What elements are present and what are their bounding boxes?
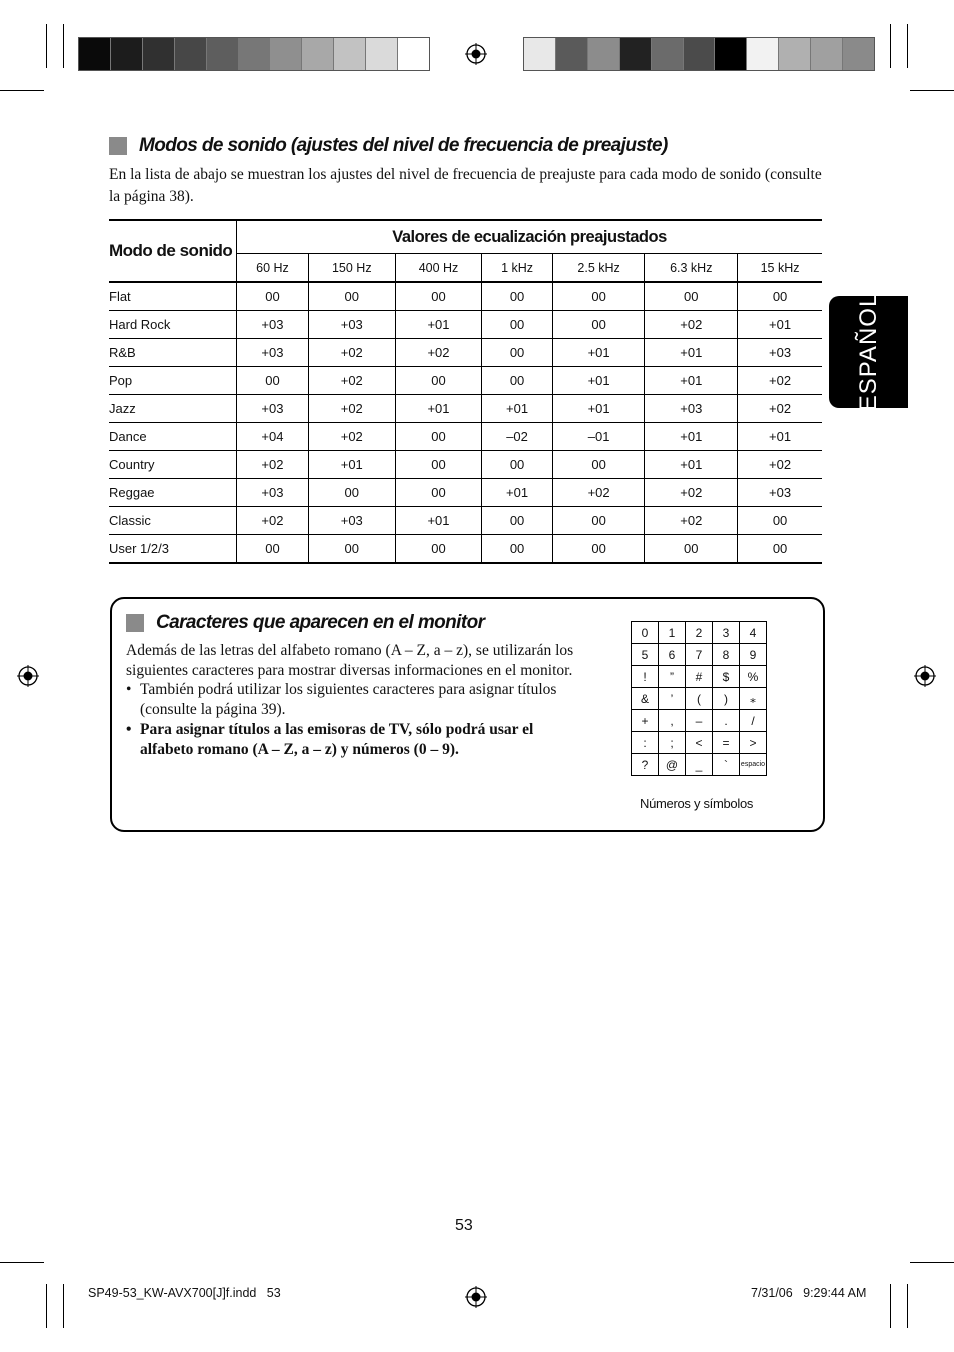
section-heading-sound-modes (109, 135, 668, 157)
language-tab (829, 292, 908, 412)
value-cell: +01 (645, 367, 738, 395)
value-cell: +01 (395, 311, 482, 339)
value-cell: +02 (552, 479, 645, 507)
value-cell: 00 (482, 535, 552, 564)
mode-cell: Dance (109, 423, 237, 451)
values-header: Valores de ecualización preajustados (237, 220, 823, 254)
section-intro: En la lista de abajo se muestran los ajustes del nivel de frecuencia de preajuste para cada modo de sonido (consulte la página 38). (109, 166, 822, 205)
character-cell: % (740, 666, 767, 688)
registration-mark-icon (17, 665, 39, 687)
value-cell: 00 (552, 282, 645, 311)
crop-mark (63, 1284, 64, 1328)
frequency-header: 150 Hz (308, 254, 395, 283)
value-cell: +01 (482, 395, 552, 423)
value-cell: +04 (237, 423, 309, 451)
value-cell: 00 (395, 282, 482, 311)
color-swatch (651, 38, 683, 70)
mode-cell: Hard Rock (109, 311, 237, 339)
characters-row (632, 622, 767, 644)
color-swatch (810, 38, 842, 70)
crop-mark (910, 90, 954, 91)
value-cell: 00 (645, 535, 738, 564)
crop-mark (907, 24, 908, 68)
character-cell: 5 (632, 644, 659, 666)
crop-mark (890, 1284, 891, 1328)
registration-mark-icon (465, 43, 487, 65)
section-heading-characters (126, 612, 484, 634)
character-cell: ; (659, 732, 686, 754)
footer-datetime: 7/31/06 9:29:44 AM (751, 1286, 867, 1300)
value-cell: +03 (308, 507, 395, 535)
value-cell: +01 (552, 339, 645, 367)
crop-mark (63, 24, 64, 68)
bullet-text: También podrá utilizar los siguientes caracteres para asignar títulos (consulte la página 39). (140, 681, 557, 718)
character-cell: 6 (659, 644, 686, 666)
value-cell: +01 (482, 479, 552, 507)
character-cell: : (632, 732, 659, 754)
value-cell: +02 (395, 339, 482, 367)
value-cell: 00 (552, 311, 645, 339)
value-cell: +02 (645, 507, 738, 535)
value-cell: 00 (552, 535, 645, 564)
character-cell: # (686, 666, 713, 688)
mode-cell: R&B (109, 339, 237, 367)
value-cell: 00 (237, 282, 309, 311)
mode-header: Modo de sonido (109, 220, 237, 282)
value-cell: 00 (395, 451, 482, 479)
value-cell: 00 (552, 507, 645, 535)
color-swatch (683, 38, 715, 70)
section-square-icon (126, 614, 144, 632)
color-calibration-bar-right (523, 37, 875, 71)
color-swatch (619, 38, 651, 70)
crop-mark (0, 1262, 44, 1263)
character-cell: _ (686, 754, 713, 776)
character-cell: – (686, 710, 713, 732)
bullet-item: • También podrá utilizar los siguientes caracteres para asignar títulos (consulte la página 39). (126, 680, 576, 719)
color-swatch (79, 38, 110, 70)
value-cell: 00 (482, 282, 552, 311)
characters-paragraph: Además de las letras del alfabeto romano (A – Z, a – z), se utilizarán los siguientes caracteres para mostrar diversas informaciones en el monitor. (126, 642, 574, 679)
crop-mark (0, 90, 44, 91)
frequency-header: 60 Hz (237, 254, 309, 283)
character-cell: espacio (740, 754, 767, 776)
value-cell: +02 (738, 451, 822, 479)
color-swatch (746, 38, 778, 70)
value-cell: +02 (738, 367, 822, 395)
registration-mark-icon (465, 1286, 487, 1308)
value-cell: +02 (237, 507, 309, 535)
color-swatch (524, 38, 555, 70)
value-cell: +02 (308, 423, 395, 451)
value-cell: 00 (645, 282, 738, 311)
frequency-header: 400 Hz (395, 254, 482, 283)
table-row (109, 479, 822, 507)
character-cell: 2 (686, 622, 713, 644)
character-cell: 9 (740, 644, 767, 666)
page-number: 53 (455, 1217, 473, 1234)
value-cell: +02 (738, 395, 822, 423)
value-cell: +03 (738, 479, 822, 507)
eq-preset-table (109, 219, 822, 564)
table-row (109, 367, 822, 395)
crop-mark (46, 24, 47, 68)
color-swatch (142, 38, 174, 70)
value-cell: –01 (552, 423, 645, 451)
value-cell: +03 (237, 311, 309, 339)
value-cell: +03 (738, 339, 822, 367)
table-row (109, 423, 822, 451)
character-cell: > (740, 732, 767, 754)
mode-cell: Flat (109, 282, 237, 311)
character-cell: < (686, 732, 713, 754)
value-cell: +03 (645, 395, 738, 423)
color-swatch (365, 38, 397, 70)
character-cell: 8 (713, 644, 740, 666)
frequency-header: 6.3 kHz (645, 254, 738, 283)
characters-caption: Números y símbolos (640, 796, 754, 811)
characters-row (632, 688, 767, 710)
color-swatch (301, 38, 333, 70)
bullet-item: • Para asignar títulos a las emisoras de TV, sólo podrá usar el alfabeto romano (A – Z, a – z) y números (0 – 9). (126, 720, 576, 759)
character-cell: ( (686, 688, 713, 710)
frequency-header: 15 kHz (738, 254, 822, 283)
value-cell: 00 (482, 507, 552, 535)
value-cell: 00 (482, 451, 552, 479)
character-cell: / (740, 710, 767, 732)
value-cell: 00 (738, 535, 822, 564)
value-cell: +01 (308, 451, 395, 479)
character-cell: 3 (713, 622, 740, 644)
registration-mark-icon (914, 665, 936, 687)
character-cell: . (713, 710, 740, 732)
value-cell: +02 (237, 451, 309, 479)
value-cell: +01 (738, 311, 822, 339)
value-cell: –02 (482, 423, 552, 451)
crop-mark (46, 1284, 47, 1328)
character-cell: ) (713, 688, 740, 710)
value-cell: 00 (738, 282, 822, 311)
crop-mark (907, 1284, 908, 1328)
mode-cell: Country (109, 451, 237, 479)
value-cell: +02 (645, 311, 738, 339)
character-cell: ⁎ (740, 688, 767, 710)
frequency-header: 2.5 kHz (552, 254, 645, 283)
color-swatch (238, 38, 270, 70)
character-cell: ” (659, 666, 686, 688)
value-cell: +03 (237, 339, 309, 367)
mode-cell: Classic (109, 507, 237, 535)
bullet-text: Para asignar títulos a las emisoras de TV, sólo podrá usar el alfabeto romano (A – Z, a – z) y números (0 – 9). (140, 721, 534, 758)
value-cell: +03 (237, 395, 309, 423)
value-cell: +01 (552, 367, 645, 395)
character-cell: $ (713, 666, 740, 688)
characters-row (632, 710, 767, 732)
color-swatch (587, 38, 619, 70)
value-cell: 00 (237, 535, 309, 564)
character-cell: @ (659, 754, 686, 776)
value-cell: 00 (552, 451, 645, 479)
color-swatch (110, 38, 142, 70)
character-cell: ? (632, 754, 659, 776)
value-cell: 00 (237, 367, 309, 395)
value-cell: +01 (738, 423, 822, 451)
color-swatch (333, 38, 365, 70)
color-swatch (206, 38, 238, 70)
table-row (109, 507, 822, 535)
mode-cell: Pop (109, 367, 237, 395)
footer-filename: SP49-53_KW-AVX700[J]f.indd 53 (88, 1286, 281, 1300)
value-cell: 00 (308, 282, 395, 311)
value-cell: +03 (237, 479, 309, 507)
color-calibration-bar-left (78, 37, 430, 71)
value-cell: +01 (645, 451, 738, 479)
table-row (109, 311, 822, 339)
frequency-header: 1 kHz (482, 254, 552, 283)
color-swatch (555, 38, 587, 70)
mode-cell: User 1/2/3 (109, 535, 237, 564)
character-cell: 0 (632, 622, 659, 644)
character-cell: 1 (659, 622, 686, 644)
value-cell: +03 (308, 311, 395, 339)
section-square-icon (109, 137, 127, 155)
characters-grid (631, 621, 767, 776)
table-row (109, 451, 822, 479)
characters-text (126, 641, 576, 759)
value-cell: +01 (645, 339, 738, 367)
value-cell: +01 (552, 395, 645, 423)
value-cell: 00 (308, 479, 395, 507)
color-swatch (397, 38, 429, 70)
value-cell: +02 (308, 367, 395, 395)
table-row (109, 395, 822, 423)
character-cell: ` (713, 754, 740, 776)
value-cell: +01 (395, 507, 482, 535)
color-swatch (842, 38, 874, 70)
character-cell: & (632, 688, 659, 710)
value-cell: 00 (738, 507, 822, 535)
color-swatch (174, 38, 206, 70)
character-cell: ’ (659, 688, 686, 710)
color-swatch (714, 38, 746, 70)
character-cell: 4 (740, 622, 767, 644)
character-cell: + (632, 710, 659, 732)
value-cell: 00 (482, 367, 552, 395)
section-title: Caracteres que aparecen en el monitor (156, 612, 485, 633)
characters-row (632, 754, 767, 776)
mode-cell: Reggae (109, 479, 237, 507)
value-cell: 00 (395, 423, 482, 451)
table-row (109, 282, 822, 311)
value-cell: 00 (308, 535, 395, 564)
value-cell: 00 (482, 311, 552, 339)
language-tab-label: ESPAÑOL (854, 292, 882, 412)
characters-row (632, 732, 767, 754)
value-cell: 00 (482, 339, 552, 367)
value-cell: +02 (645, 479, 738, 507)
value-cell: +02 (308, 339, 395, 367)
characters-row (632, 644, 767, 666)
value-cell: 00 (395, 479, 482, 507)
mode-cell: Jazz (109, 395, 237, 423)
crop-mark (910, 1262, 954, 1263)
value-cell: 00 (395, 367, 482, 395)
table-row (109, 339, 822, 367)
characters-row (632, 666, 767, 688)
character-cell: = (713, 732, 740, 754)
color-swatch (778, 38, 810, 70)
section-title: Modos de sonido (ajustes del nivel de frecuencia de preajuste) (139, 135, 668, 156)
color-swatch (269, 38, 301, 70)
value-cell: +01 (645, 423, 738, 451)
value-cell: +01 (395, 395, 482, 423)
value-cell: +02 (308, 395, 395, 423)
character-cell: 7 (686, 644, 713, 666)
value-cell: 00 (395, 535, 482, 564)
character-cell: , (659, 710, 686, 732)
character-cell: ! (632, 666, 659, 688)
table-row (109, 535, 822, 564)
crop-mark (890, 24, 891, 68)
